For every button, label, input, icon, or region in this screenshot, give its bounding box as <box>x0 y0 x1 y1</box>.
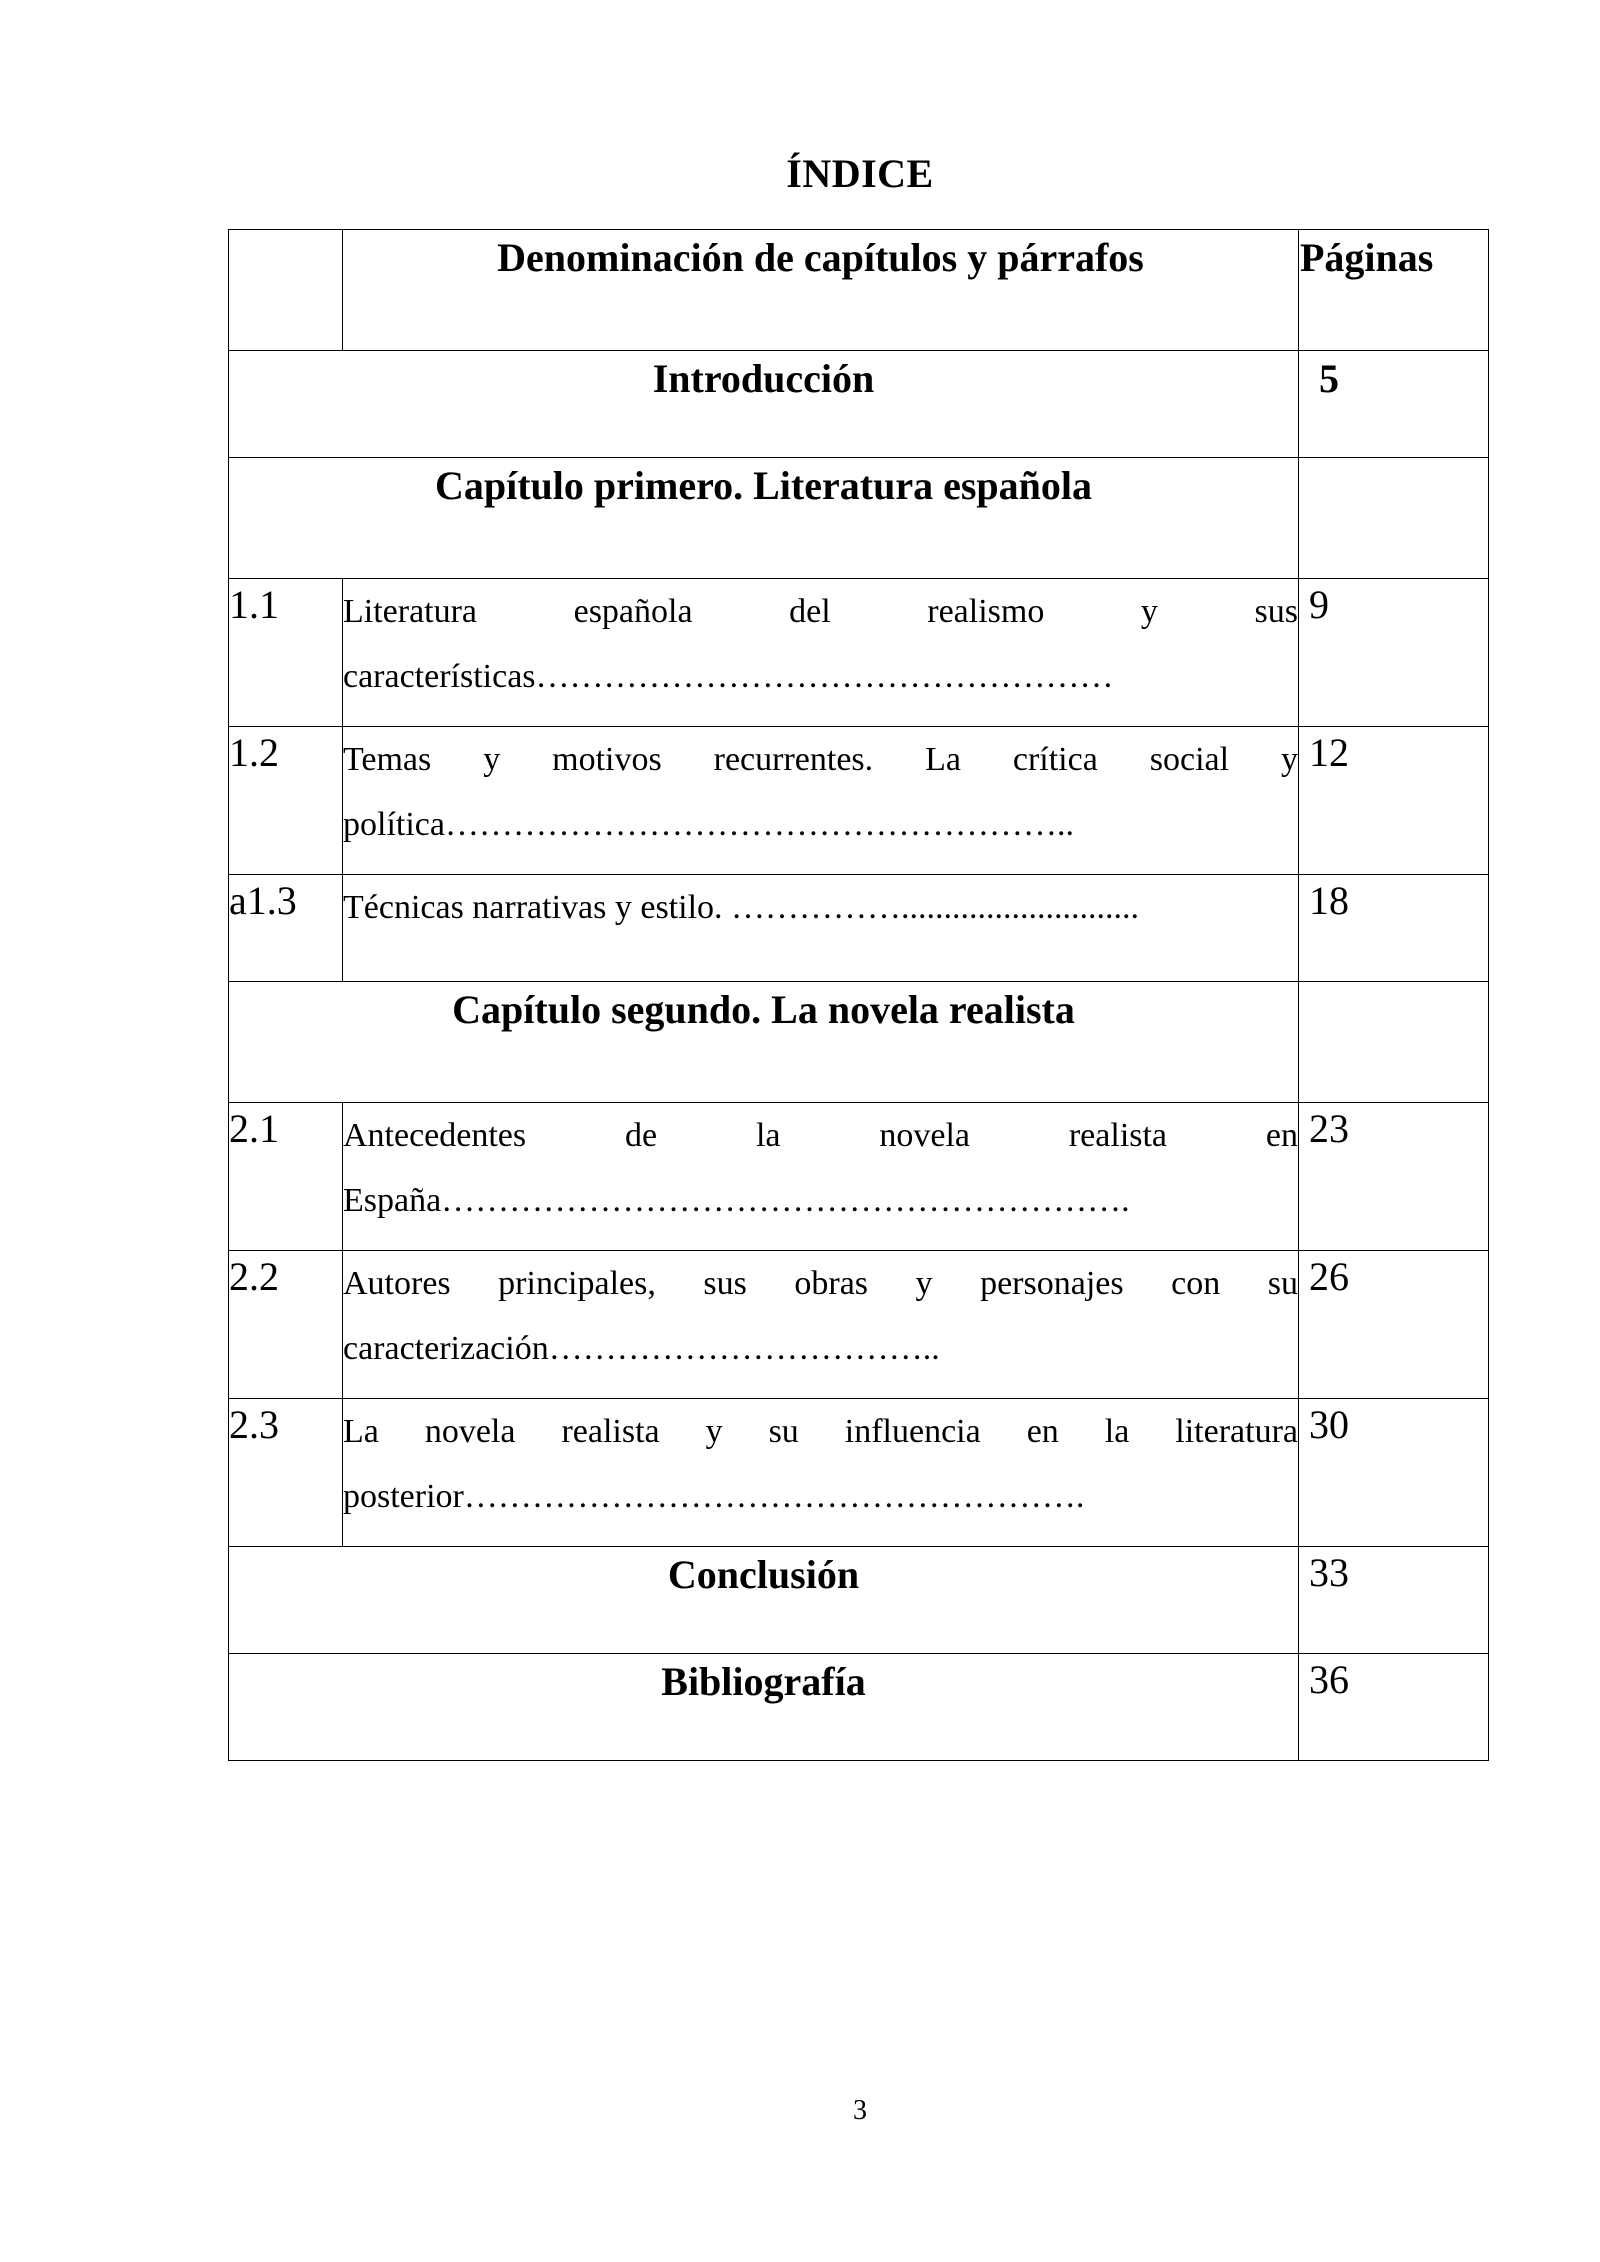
bibliography-page: 36 <box>1299 1654 1489 1761</box>
entry-text: Temas y motivos recurrentes. La crítica social y política……………………………………………….. <box>343 727 1299 875</box>
entry-page: 9 <box>1299 579 1489 727</box>
entry-text: La novela realista y su influencia en la literatura posterior………………………………………………. <box>343 1399 1299 1547</box>
toc-header-row <box>229 230 1489 351</box>
toc-row-1-3 <box>229 875 1489 982</box>
conclusion-page: 33 <box>1299 1547 1489 1654</box>
entry-text: Técnicas narrativas y estilo. ……………............................ <box>343 875 1299 982</box>
toc-row-bibliography <box>229 1654 1489 1761</box>
toc-row-2-1 <box>229 1103 1489 1251</box>
toc-row-1-2 <box>229 727 1489 875</box>
header-blank-cell <box>229 230 343 351</box>
header-pages: Páginas <box>1299 230 1489 351</box>
toc-row-introduction <box>229 351 1489 458</box>
toc-row-conclusion <box>229 1547 1489 1654</box>
toc-row-1-1 <box>229 579 1489 727</box>
introduction-page: 5 <box>1299 351 1489 458</box>
document-title: ÍNDICE <box>786 151 934 196</box>
entry-number: 1.1 <box>229 579 343 727</box>
entry-page: 18 <box>1299 875 1489 982</box>
entry-page: 12 <box>1299 727 1489 875</box>
bibliography-title: Bibliografía <box>229 1654 1299 1761</box>
toc-row-chapter2 <box>229 982 1489 1103</box>
entry-page: 26 <box>1299 1251 1489 1399</box>
entry-number: 2.3 <box>229 1399 343 1547</box>
toc-row-chapter1 <box>229 458 1489 579</box>
table-of-contents <box>228 229 1489 1761</box>
chapter1-page-cell <box>1299 458 1489 579</box>
toc-row-2-3 <box>229 1399 1489 1547</box>
chapter2-page-cell <box>1299 982 1489 1103</box>
entry-number: a1.3 <box>229 875 343 982</box>
entry-page: 23 <box>1299 1103 1489 1251</box>
entry-number: 1.2 <box>229 727 343 875</box>
toc-row-2-2 <box>229 1251 1489 1399</box>
entry-page: 30 <box>1299 1399 1489 1547</box>
chapter2-title: Capítulo segundo. La novela realista <box>229 982 1299 1103</box>
header-title: Denominación de capítulos y párrafos <box>343 230 1299 351</box>
introduction-title: Introducción <box>229 351 1299 458</box>
chapter1-title: Capítulo primero. Literatura española <box>229 458 1299 579</box>
entry-text: Autores principales, sus obras y personajes con su caracterización…………………………….. <box>343 1251 1299 1399</box>
page-number: 3 <box>853 2095 867 2126</box>
entry-number: 2.2 <box>229 1251 343 1399</box>
conclusion-title: Conclusión <box>229 1547 1299 1654</box>
entry-text: Literatura española del realismo y sus características…………………………………………… <box>343 579 1299 727</box>
entry-number: 2.1 <box>229 1103 343 1251</box>
entry-text: Antecedentes de la novela realista en España……………………………………………………. <box>343 1103 1299 1251</box>
